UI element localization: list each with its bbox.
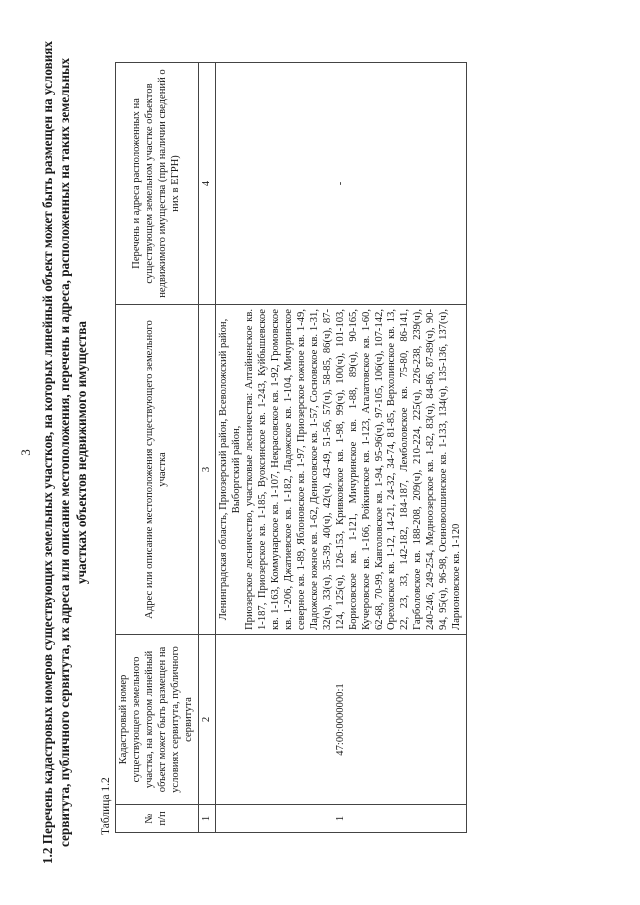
address-description: Приозерское лесничество, участковые лесничества: Алтайненское кв. 1-187, Приозерское кв. 1-185, Вуоксинское кв. 1-243, Куйбышевское кв. 1-163, Коммунарское кв. 1-107, Некрасовское кв. 1-92, Громовское кв. 1-206, Джатиевское кв. 1-182, Ладожское кв. 1-104, Мичуринское северное кв. 1-89, Яблоновское кв. 1-97, Приозерское южное кв. 1-49, Ладожское южное кв. 1-62, Денисовское кв. 1-57, Сосновское кв. 1-31, 32(ч), 33(ч), 35-39, 40(ч), 42(ч), 43-49, 51-56, 57(ч), 58-85, 86(ч), 87-124, 125(ч), 126-153, Кривковское кв. 1-98, 99(ч), 100(ч), 101-103, Борисовское кв. 1-121, Мичуринское кв. 1-88, 89(ч), 90-165, Кучеровское кв. 1-166, Ройкинское кв. 1-123, Агалатовское кв. 1-60, 62-68, 70-99, Кавголовское кв. 1-94, 95-96(ч), 97-105, 106(ч), 107-142, Ореховское кв. 1-12, 14-21, 24-32, 34-74, 81-85, Верхолинское кв. 13, 22, 23, 33, 142-182, 184-187, Лемболовское кв. 75-80, 86-141, Гарболовское кв. 188-208, 209(ч), 210-224, 225(ч), 226-238, 239(ч), 240-246, 249-254, Медноозерское кв. 1-82, 83(ч), 84-86, 87-89(ч), 90-94, 95(ч), 96-98, Осиновоошинское кв. 1-133, 134(ч), 135-136, 137(ч), Ларионовское кв. 1-120 xyxy=(244,309,463,630)
cadastral-table xyxy=(115,62,467,833)
col-number: 1 xyxy=(198,805,216,833)
header-row xyxy=(116,63,199,833)
address-region: Ленинградская область, Приозерский район, Всеволожский район, Выборгский район, xyxy=(218,318,243,621)
table-caption: Таблица 1.2 xyxy=(100,777,112,835)
objects-cell: - xyxy=(216,63,467,305)
cadastral-number: 47:00:0000000:1 xyxy=(216,635,467,805)
header-num: № п/п xyxy=(116,805,199,833)
header-objects: Перечень и адреса расположенных на существующем земельном участке объектов недвижимого имущества (при наличии сведений о них в ЕГРН) xyxy=(116,63,199,305)
col-number: 3 xyxy=(198,305,216,635)
header-address: Адрес или описание местоположения существующего земельного участка xyxy=(116,305,199,635)
col-number: 4 xyxy=(198,63,216,305)
header-cadastral: Кадастровый номер существующего земельного участка, на котором линейный объект может быть размещен на условиях сервитута, публичного сервитута xyxy=(116,635,199,805)
address-cell xyxy=(216,305,467,635)
page-number: 3 xyxy=(18,449,33,456)
row-number: 1 xyxy=(216,805,467,833)
section-title: 1.2 Перечень кадастровых номеров существующих земельных участков, на которых линейный объект может быть размещен на условиях сервитута, публичного сервитута, их адреса или описание местоположения, перечень и адреса, расположенных на таких земельных участках объектов недвижимого имущества xyxy=(40,40,89,865)
column-number-row xyxy=(198,63,216,833)
table-row xyxy=(216,63,467,833)
col-number: 2 xyxy=(198,635,216,805)
